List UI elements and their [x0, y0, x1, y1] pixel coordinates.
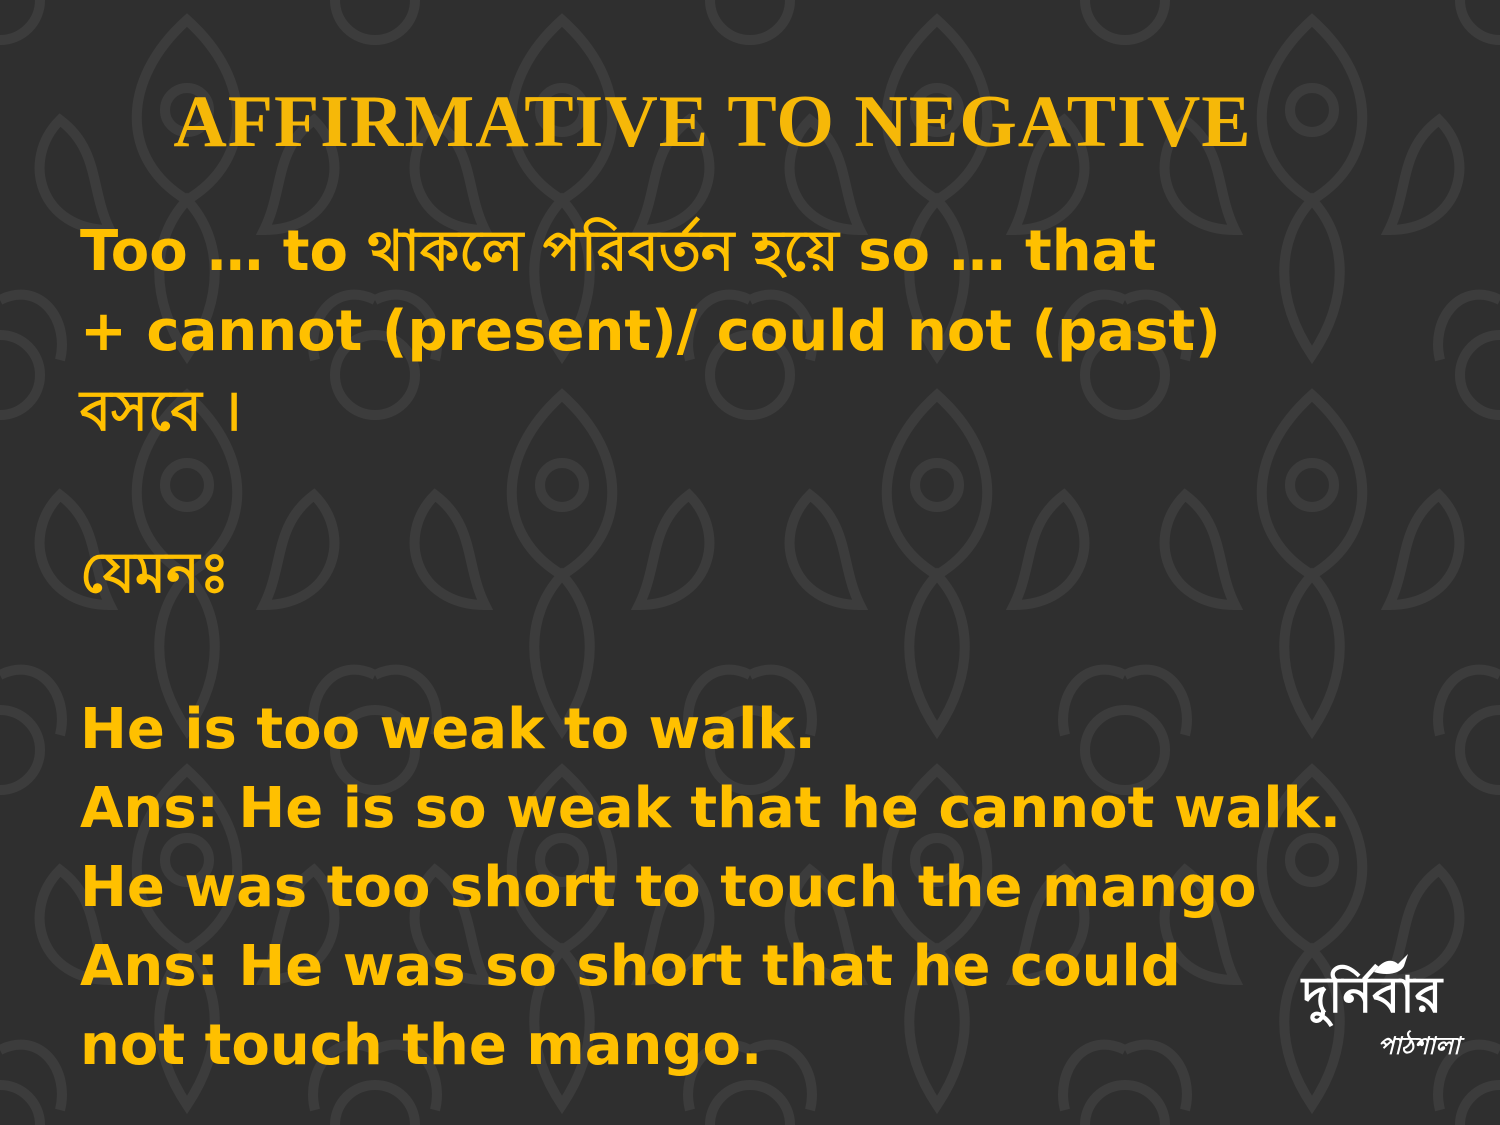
example-line: not touch the mango. [80, 1013, 763, 1078]
rule-text [80, 212, 1400, 452]
example-line: He is too weak to walk. [80, 697, 816, 762]
example-line: Ans: He was so short that he could [80, 934, 1181, 999]
rule-line: বসবে । [80, 379, 242, 444]
example-label: যেমনঃ [80, 541, 230, 606]
example-line: He was too short to touch the mango [80, 855, 1257, 920]
examples-list [80, 690, 1360, 1085]
durnibar-logo [1272, 950, 1472, 1080]
rule-line: Too … to থাকলে পরিবর্তন হয়ে so … that [80, 219, 1157, 284]
slide-title: AFFIRMATIVE TO NEGATIVE [173, 81, 1252, 163]
example-line: Ans: He is so weak that he cannot walk. [80, 776, 1342, 841]
logo-sub-text: পাঠশালা [1377, 1032, 1460, 1060]
rule-line: + cannot (present)/ could not (past) [80, 299, 1221, 364]
logo-main-text: দুর্নিবার [1301, 966, 1443, 1024]
